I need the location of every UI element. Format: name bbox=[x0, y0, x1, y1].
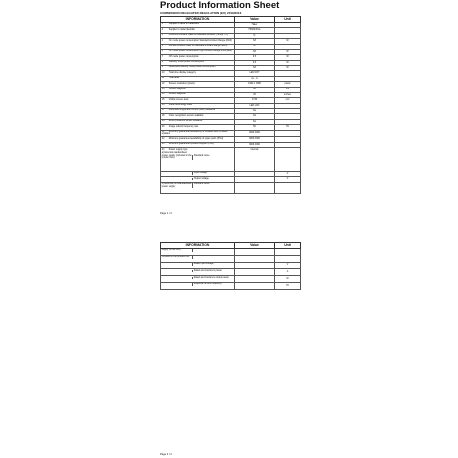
header-information: INFORMATION bbox=[161, 17, 235, 23]
row-unit: W bbox=[275, 49, 301, 54]
row-label: Annual Ambient Class for standard Ambient Range (kWh) bbox=[168, 44, 228, 47]
row-value: 66 bbox=[235, 87, 275, 92]
row-number: 4 bbox=[161, 39, 164, 42]
table-body bbox=[161, 249, 301, 290]
row-number: 16 bbox=[161, 104, 165, 107]
row-value: 1733 bbox=[235, 98, 275, 103]
row-number: 15 bbox=[161, 98, 165, 101]
label-group bbox=[162, 263, 233, 266]
row-value bbox=[235, 269, 275, 276]
row-unit: Hz bbox=[275, 125, 301, 130]
row-number: 23 bbox=[161, 143, 165, 146]
part-b-group bbox=[162, 183, 233, 188]
row-value: N/I bbox=[235, 39, 275, 44]
table-row bbox=[161, 269, 301, 276]
row-value: N bbox=[235, 33, 275, 38]
label-group bbox=[162, 277, 233, 280]
page-number: Page 2 / 2 bbox=[160, 453, 172, 456]
row-value: 0000 0000 bbox=[235, 130, 275, 137]
document-title: Product Information Sheet bbox=[160, 0, 280, 11]
row-label: Image refresh frequency rate bbox=[168, 125, 199, 128]
row-unit: W bbox=[275, 60, 301, 65]
row-label bbox=[162, 277, 192, 280]
row-number: 22 bbox=[161, 137, 165, 140]
part-a-sublabel: Standard name bbox=[192, 155, 233, 160]
row-number: 21 bbox=[161, 130, 165, 133]
row-value bbox=[235, 282, 275, 289]
row-number: 13 bbox=[161, 87, 165, 90]
product-info-table bbox=[160, 16, 301, 194]
row-sublabel: Input voltage bbox=[192, 172, 233, 175]
row-value: 26 bbox=[235, 92, 275, 97]
row-label: Supplier's name or trademark bbox=[168, 23, 199, 26]
row-label-cell bbox=[161, 255, 235, 262]
row-label: On mode power consumption Standard Ambient Range (kWh) bbox=[168, 39, 232, 42]
part-a-label: a) External standardised power supply (included in the product box) bbox=[161, 152, 192, 160]
row-sublabel: Output voltage bbox=[192, 178, 233, 181]
row-label-cell bbox=[161, 148, 235, 172]
row-label: Screen diagonal bbox=[168, 87, 186, 90]
row-value: 60 bbox=[235, 125, 275, 130]
row-unit bbox=[275, 148, 301, 172]
row-value: N/ bbox=[235, 44, 275, 49]
row-unit: W bbox=[275, 39, 301, 44]
row-value bbox=[235, 255, 275, 262]
row-label-cell bbox=[161, 276, 235, 283]
row-value: 0000 0000 bbox=[235, 137, 275, 142]
row-label: Power supply type bbox=[168, 148, 188, 151]
row-label: Minimum guaranteed availability of spare parts (PSU) bbox=[168, 137, 224, 140]
table-row bbox=[161, 130, 301, 137]
row-sublabel bbox=[192, 249, 233, 252]
spacer bbox=[162, 178, 192, 181]
row-value bbox=[235, 182, 275, 193]
header-value: Value bbox=[235, 17, 275, 23]
header-unit: Unit bbox=[275, 243, 301, 249]
page-2 bbox=[160, 238, 300, 458]
table-row bbox=[161, 276, 301, 283]
row-number: 8 bbox=[161, 61, 164, 64]
row-label: Networked standby mode power consumption bbox=[168, 66, 216, 69]
row-value: Internal bbox=[235, 148, 275, 172]
row-label: Minimum guaranteed product support (PSU) bbox=[168, 143, 214, 146]
power-supply-label-group bbox=[162, 149, 233, 160]
row-unit: W bbox=[275, 55, 301, 60]
row-value: HB26FSSA bbox=[235, 28, 275, 33]
row-label: Room presence sensor available bbox=[168, 120, 203, 123]
row-value: N/I bbox=[235, 49, 275, 54]
row-unit bbox=[275, 182, 301, 193]
table-body bbox=[161, 23, 301, 194]
row-label: Screen diagonal bbox=[168, 93, 186, 96]
row-sublabel bbox=[192, 256, 233, 259]
row-unit bbox=[275, 249, 301, 256]
row-unit: V bbox=[275, 262, 301, 269]
row-value: 1920 x 1080 bbox=[235, 82, 275, 87]
row-label-cell bbox=[161, 282, 235, 289]
row-number: 11 bbox=[161, 77, 165, 80]
label-group bbox=[162, 256, 233, 259]
row-value: N/I bbox=[235, 66, 275, 71]
row-label: Minimum guaranteed availability of software and firmware updates bbox=[161, 130, 228, 136]
row-label: Supplier's model identifier bbox=[168, 28, 196, 31]
row-label: supply (in the box) bbox=[161, 249, 181, 252]
header-information: INFORMATION bbox=[161, 243, 235, 249]
row-label: Standby mode power consumption bbox=[168, 61, 205, 64]
row-number: 19 bbox=[161, 120, 165, 123]
row-value: LED DOT bbox=[235, 71, 275, 76]
row-number: 2 bbox=[161, 28, 164, 31]
row-label bbox=[162, 270, 192, 273]
row-value: 0.5 bbox=[235, 60, 275, 65]
row-label-cell bbox=[161, 269, 235, 276]
row-label: Off mode power consumption bbox=[168, 55, 199, 58]
row-number: 9 bbox=[161, 66, 164, 69]
row-unit: inches bbox=[275, 92, 301, 97]
row-label-cell bbox=[161, 130, 235, 137]
row-label-cell bbox=[161, 249, 235, 256]
row-label-cell bbox=[161, 182, 235, 193]
row-number: 20 bbox=[161, 125, 165, 128]
row-sublabel: Rated and maximum power bbox=[192, 270, 233, 273]
label-group bbox=[162, 270, 233, 273]
sublabel-group bbox=[162, 172, 233, 175]
table-row bbox=[161, 262, 301, 269]
regulation-subtitle: COMMISSION DELEGATED REGULATION (EU) 2019/2016 bbox=[160, 11, 242, 15]
row-sublabel: Rated input voltage bbox=[192, 263, 233, 266]
row-label: Panel technology used bbox=[168, 104, 193, 107]
row-unit: Hz bbox=[275, 282, 301, 289]
power-supply-part-b-row bbox=[161, 182, 301, 193]
row-value: A+ - A bbox=[235, 76, 275, 81]
row-unit bbox=[275, 130, 301, 137]
row-number: 12 bbox=[161, 82, 165, 85]
part-b-label: b) External non-standardised power supply bbox=[161, 183, 192, 188]
row-unit: V bbox=[275, 177, 301, 182]
sublabel-group bbox=[162, 178, 233, 181]
row-value: No bbox=[235, 114, 275, 119]
header-unit: Unit bbox=[275, 17, 301, 23]
row-number: 17 bbox=[161, 109, 165, 112]
row-label: Total time display category bbox=[168, 71, 196, 74]
page-number: Page 1 / 2 bbox=[160, 212, 172, 215]
spacer bbox=[162, 172, 192, 175]
table-row bbox=[161, 255, 301, 262]
row-label bbox=[162, 283, 192, 286]
row-number: 3 bbox=[161, 34, 164, 37]
row-number: 24 bbox=[161, 148, 165, 151]
header-value: Value bbox=[235, 243, 275, 249]
row-value bbox=[235, 276, 275, 283]
row-number: 6 bbox=[161, 50, 164, 53]
row-label-cell bbox=[161, 262, 235, 269]
row-unit: cm² bbox=[275, 98, 301, 103]
row-value bbox=[235, 262, 275, 269]
row-value: No bbox=[235, 119, 275, 124]
row-unit: W bbox=[275, 276, 301, 283]
row-sublabel: Required current frequency bbox=[192, 283, 233, 286]
row-value: Haier bbox=[235, 23, 275, 28]
row-value: 0000 0000 bbox=[235, 142, 275, 147]
row-unit: cm bbox=[275, 87, 301, 92]
product-info-table-continued bbox=[160, 242, 301, 290]
table-row bbox=[161, 282, 301, 289]
row-unit: V bbox=[275, 172, 301, 177]
row-label: Automatic Brightness Control (ABC) available bbox=[168, 109, 216, 112]
label-group bbox=[162, 283, 233, 286]
part-b-sublabel: Standard name bbox=[192, 183, 233, 188]
row-label: included in the product box bbox=[161, 256, 190, 259]
row-label: Screen resolution (pixels) bbox=[168, 82, 195, 85]
row-label: Total label bbox=[168, 77, 180, 80]
row-value: LED LCD bbox=[235, 103, 275, 108]
table-row bbox=[161, 249, 301, 256]
row-number: 10 bbox=[161, 71, 165, 74]
row-label: On mode power consumption high Ambient Range (kWh/year) bbox=[168, 50, 232, 53]
row-label: Voice recognition sensor available bbox=[168, 114, 204, 117]
row-number: 7 bbox=[161, 55, 164, 58]
label-group bbox=[162, 249, 233, 252]
row-unit: W bbox=[275, 66, 301, 71]
row-value: No bbox=[235, 109, 275, 114]
row-label: Common Ambient Class for standard Ambient (Temp) (°C) bbox=[168, 34, 228, 37]
row-unit bbox=[275, 255, 301, 262]
row-value bbox=[235, 249, 275, 256]
row-unit: pixels bbox=[275, 82, 301, 87]
row-sublabel: Rated and maximum output power bbox=[192, 277, 233, 280]
row-number: 5 bbox=[161, 44, 164, 47]
page-1 bbox=[160, 0, 300, 220]
row-label bbox=[162, 263, 192, 266]
row-value: 0.5 bbox=[235, 55, 275, 60]
row-number: 1 bbox=[161, 23, 164, 26]
row-number: 14 bbox=[161, 93, 165, 96]
row-number: 18 bbox=[161, 114, 165, 117]
power-supply-label bbox=[162, 149, 192, 160]
row-label: Visible screen area bbox=[168, 98, 189, 101]
power-supply-row bbox=[161, 148, 301, 172]
row-unit: A bbox=[275, 269, 301, 276]
